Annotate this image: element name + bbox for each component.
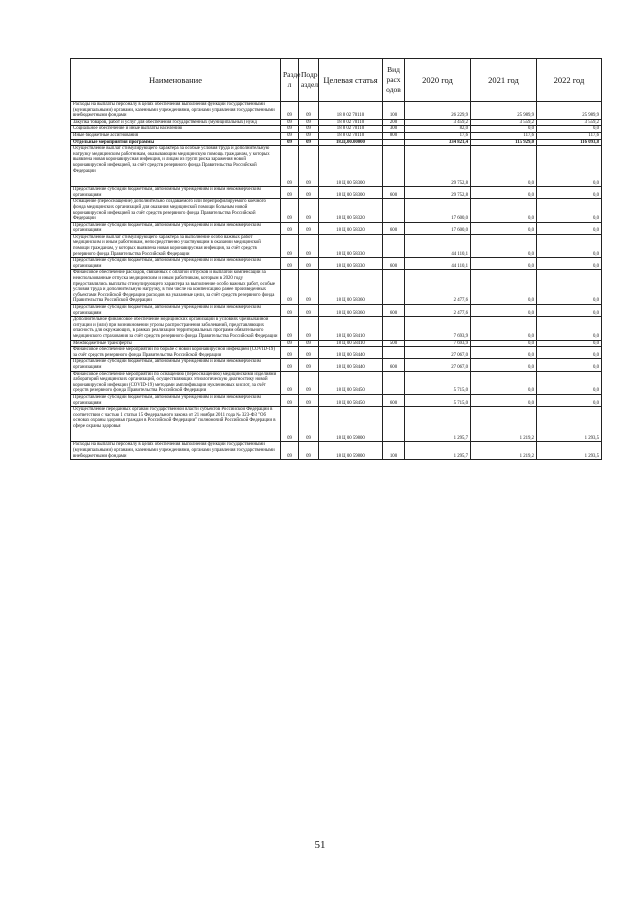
- row-value-2020: 17 600,0: [405, 222, 471, 234]
- header-2020: 2020 год: [405, 59, 471, 102]
- row-subsection: 09: [299, 305, 319, 317]
- row-value-2020: 82,0: [405, 126, 471, 133]
- row-expense-type: [383, 199, 405, 222]
- row-name: Осуществление выплат стимулирующего характера за выполнение особо важных работ медицинским и иным работникам, непосредственно участвующим в оказании медицинской помощи гражданам, у которых выявлена новая коронавирусная инфекция, за счёт средств резервного фонда Правительства Российской Федерации: [71, 234, 281, 257]
- row-value-2021: 0,0: [471, 359, 537, 371]
- row-value-2021: 3 559,2: [471, 119, 537, 126]
- table-row: [71, 347, 602, 359]
- row-subsection: 09: [299, 340, 319, 347]
- row-name: Финансовое обеспечение расходов, связанных с оплатой отпусков и выплатой компенсации за неиспользованные отпуска медицинским и иным работникам, которым в 2020 году предоставлялись выплаты стимулирующего характера за выполнение особо важных работ, особые условия труда и дополнительную нагрузку, в том числе на компенсацию ранее произведенных субъектами Российской Федерации расходов на указанные цели, за счёт средств резервного фонда Правительства Российской Федерации: [71, 270, 281, 305]
- header-subsection: Подр аздел: [299, 59, 319, 102]
- table-row: [71, 222, 602, 234]
- row-name: Осуществление переданных органам государственной власти субъектов Российской Федерации в соответствии с частью 1 статьи 15 Федерального закона от 21 ноября 2011 года № 323-ФЗ "Об основах охраны здоровья граждан в Российской Федерации" полномочий Российской Федерации в сфере охраны здоровья: [71, 407, 281, 442]
- row-target-article: 18 Ц 00 58410: [319, 340, 383, 347]
- row-value-2020: 27 067,0: [405, 347, 471, 359]
- row-section: 09: [281, 340, 299, 347]
- row-name: Отдельные мероприятия программы: [71, 139, 281, 146]
- row-value-2021: 0,0: [471, 146, 537, 187]
- row-section: 09: [281, 270, 299, 305]
- row-target-article: 18 Ц 00 58440: [319, 359, 383, 371]
- row-target-article: 18 8 02 70110: [319, 126, 383, 133]
- row-section: 09: [281, 371, 299, 394]
- row-section: 09: [281, 199, 299, 222]
- row-subsection: 09: [299, 199, 319, 222]
- row-value-2021: 0,0: [471, 305, 537, 317]
- row-expense-type: 200: [383, 119, 405, 126]
- row-target-article: 18 Ц 00 58450: [319, 394, 383, 406]
- row-value-2022: 0,0: [537, 199, 602, 222]
- row-name: Закупка товаров, работ и услуг для обеспечения государственных (муниципальных) нужд: [71, 119, 281, 126]
- row-section: 09: [281, 258, 299, 270]
- row-value-2022: 0,0: [537, 234, 602, 257]
- row-value-2021: 115 929,0: [471, 139, 537, 146]
- table-row: [71, 359, 602, 371]
- row-subsection: 09: [299, 119, 319, 126]
- row-section: 09: [281, 132, 299, 139]
- row-value-2021: 0,0: [471, 126, 537, 133]
- table-body: [71, 102, 602, 460]
- row-expense-type: [383, 347, 405, 359]
- row-name: Предоставление субсидий бюджетным, автономным учреждениям и иным некоммерческим организациям: [71, 394, 281, 406]
- row-section: 09: [281, 222, 299, 234]
- row-value-2022: 0,0: [537, 317, 602, 340]
- header-target-article: Целевая статья: [319, 59, 383, 102]
- row-value-2022: 0,0: [537, 146, 602, 187]
- table-row: [71, 139, 602, 146]
- row-subsection: 09: [299, 126, 319, 133]
- row-name: Расходы на выплаты персоналу в целях обеспечения выполнения функций государственными (муниципальными) органами, казенными учреждениями, органами управления государственными внебюджетными фондами: [71, 102, 281, 120]
- row-name: Финансовое обеспечение мероприятий по борьбе с новой коронавирусной инфекцией (COVID-19) за счёт средств резервного фонда Правительства Российской Федерации: [71, 347, 281, 359]
- row-name: Дополнительное финансовое обеспечение медицинских организаций в условиях чрезвычайной ситуации и (или) при возникновении угрозы распространения заболеваний, представляющих опасность для окружающих, в рамках реализации территориальных программ обязательного медицинского страхования за счёт средств резервного фонда Правительства Российской Федерации: [71, 317, 281, 340]
- row-target-article: 18 Ц 00 58360: [319, 270, 383, 305]
- row-name: Оснащение (переоснащение) дополнительно создаваемого или перепрофилируемого коечного фонда медицинских организаций для оказания медицинской помощи больным новой коронавирусной инфекцией за счёт средств резервного фонда Правительства Российской Федерации: [71, 199, 281, 222]
- row-target-article: 18 Ц 00 58440: [319, 347, 383, 359]
- row-value-2020: 26 229,9: [405, 102, 471, 120]
- row-value-2021: 1 219,2: [471, 442, 537, 460]
- row-section: 09: [281, 126, 299, 133]
- row-target-article: 18 Ц 00 58450: [319, 371, 383, 394]
- row-value-2020: 7 693,9: [405, 340, 471, 347]
- table-row: [71, 119, 602, 126]
- row-name: Социальное обеспечение и иные выплаты населению: [71, 126, 281, 133]
- row-value-2021: 1 219,2: [471, 407, 537, 442]
- row-expense-type: [383, 146, 405, 187]
- row-expense-type: 600: [383, 222, 405, 234]
- row-name: Предоставление субсидий бюджетным, автономным учреждениям и иным некоммерческим организациям: [71, 187, 281, 199]
- row-expense-type: 600: [383, 394, 405, 406]
- row-value-2020: 7 693,9: [405, 317, 471, 340]
- row-value-2022: 0,0: [537, 187, 602, 199]
- row-expense-type: [383, 270, 405, 305]
- row-value-2022: 0,0: [537, 126, 602, 133]
- row-value-2021: 0,0: [471, 394, 537, 406]
- row-value-2022: 0,0: [537, 371, 602, 394]
- table-row: [71, 270, 602, 305]
- row-subsection: 09: [299, 132, 319, 139]
- table-header-row: [71, 59, 602, 102]
- row-target-article: 18 8 02 70110: [319, 132, 383, 139]
- row-section: 09: [281, 442, 299, 460]
- table-row: [71, 258, 602, 270]
- header-section: Разде л: [281, 59, 299, 102]
- header-2022: 2022 год: [537, 59, 602, 102]
- row-value-2021: 0,0: [471, 187, 537, 199]
- row-value-2020: 44 110,1: [405, 258, 471, 270]
- row-value-2021: 0,0: [471, 270, 537, 305]
- row-target-article: 18 Ц 00 58330: [319, 258, 383, 270]
- row-expense-type: [383, 371, 405, 394]
- header-expense-type: Вид расх одов: [383, 59, 405, 102]
- row-value-2020: 3 459,2: [405, 119, 471, 126]
- row-value-2020: 17 600,0: [405, 199, 471, 222]
- row-value-2020: 334 821,4: [405, 139, 471, 146]
- row-value-2022: 0,0: [537, 359, 602, 371]
- row-value-2020: 29 752,8: [405, 187, 471, 199]
- row-value-2020: 17,6: [405, 132, 471, 139]
- row-expense-type: 100: [383, 102, 405, 120]
- row-subsection: 09: [299, 187, 319, 199]
- row-name: Иные бюджетные ассигнования: [71, 132, 281, 139]
- row-value-2020: 2 477,6: [405, 270, 471, 305]
- row-value-2021: 0,0: [471, 199, 537, 222]
- table-row: [71, 199, 602, 222]
- row-value-2021: 0,0: [471, 371, 537, 394]
- row-value-2020: 27 067,0: [405, 359, 471, 371]
- row-value-2022: 0,0: [537, 394, 602, 406]
- row-value-2021: 0,0: [471, 234, 537, 257]
- table-row: [71, 187, 602, 199]
- row-target-article: 18.Ц.00.00000: [319, 139, 383, 146]
- page-number: 51: [314, 839, 326, 851]
- row-subsection: 09: [299, 234, 319, 257]
- row-value-2022: 0,0: [537, 340, 602, 347]
- row-subsection: 09: [299, 139, 319, 146]
- row-section: 09: [281, 119, 299, 126]
- row-target-article: 18 Ц 00 58300: [319, 187, 383, 199]
- row-name: Предоставление субсидий бюджетным, автономным учреждениям и иным некоммерческим организациям: [71, 258, 281, 270]
- row-subsection: 09: [299, 317, 319, 340]
- row-value-2020: 29 752,8: [405, 146, 471, 187]
- row-value-2022: 3 559,2: [537, 119, 602, 126]
- row-subsection: 09: [299, 102, 319, 120]
- row-subsection: 09: [299, 270, 319, 305]
- table-row: [71, 234, 602, 257]
- row-target-article: 18 Ц 00 59800: [319, 407, 383, 442]
- table-row: [71, 305, 602, 317]
- row-section: 09: [281, 317, 299, 340]
- budget-table: [70, 58, 602, 460]
- table-row: [71, 132, 602, 139]
- row-section: 09: [281, 347, 299, 359]
- row-value-2020: 5 715,0: [405, 394, 471, 406]
- row-section: 09: [281, 187, 299, 199]
- table-row: [71, 146, 602, 187]
- row-target-article: 18 Ц 00 58330: [319, 234, 383, 257]
- row-section: 09: [281, 359, 299, 371]
- row-expense-type: 300: [383, 126, 405, 133]
- row-target-article: 18 8 02 70110: [319, 102, 383, 120]
- row-expense-type: 600: [383, 258, 405, 270]
- table-row: [71, 340, 602, 347]
- table-row: [71, 317, 602, 340]
- row-value-2022: 1 293,5: [537, 407, 602, 442]
- row-value-2022: 0,0: [537, 347, 602, 359]
- budget-table-container: [70, 58, 601, 460]
- row-expense-type: [383, 139, 405, 146]
- row-value-2020: 44 110,1: [405, 234, 471, 257]
- row-value-2021: 25 989,9: [471, 102, 537, 120]
- row-expense-type: [383, 317, 405, 340]
- row-value-2021: 0,0: [471, 258, 537, 270]
- table-row: [71, 394, 602, 406]
- row-subsection: 09: [299, 347, 319, 359]
- row-name: Предоставление субсидий бюджетным, автономным учреждениям и иным некоммерческим организациям: [71, 222, 281, 234]
- row-value-2020: 1 295,7: [405, 442, 471, 460]
- row-target-article: 18 8 02 70110: [319, 119, 383, 126]
- row-subsection: 09: [299, 222, 319, 234]
- row-expense-type: 600: [383, 187, 405, 199]
- row-subsection: 09: [299, 359, 319, 371]
- row-name: Финансовое обеспечение мероприятий по оснащению (переоснащению) медицинскими изделиями лабораторий медицинских организаций, осуществляющих этиологическую диагностику новой коронавирусной инфекции (COVID-19) методами амплификации нуклеиновых кислот, за счёт средств резервного фонда Правительства Российской Федерации: [71, 371, 281, 394]
- row-value-2022: 0,0: [537, 305, 602, 317]
- row-value-2020: 2 477,6: [405, 305, 471, 317]
- table-row: [71, 407, 602, 442]
- row-value-2021: 0,0: [471, 317, 537, 340]
- row-name: Осуществление выплат стимулирующего характера за особые условия труда и дополнительную нагрузку медицинским работникам, оказывающим медицинскую помощь гражданам, у которых выявлена новая коронавирусная инфекция, и лицам из групп риска заражения новой коронавирусной инфекцией, за счёт средств резервного фонда Правительства Российской Федерации: [71, 146, 281, 187]
- row-section: 09: [281, 146, 299, 187]
- row-expense-type: 100: [383, 442, 405, 460]
- row-target-article: 18 Ц 00 58320: [319, 222, 383, 234]
- row-section: 09: [281, 102, 299, 120]
- header-2021: 2021 год: [471, 59, 537, 102]
- row-subsection: 09: [299, 371, 319, 394]
- row-section: 09: [281, 139, 299, 146]
- row-value-2022: 117,6: [537, 132, 602, 139]
- row-value-2022: 0,0: [537, 222, 602, 234]
- row-expense-type: 600: [383, 359, 405, 371]
- row-section: 09: [281, 407, 299, 442]
- row-subsection: 09: [299, 146, 319, 187]
- row-section: 09: [281, 234, 299, 257]
- row-value-2021: 117,6: [471, 132, 537, 139]
- row-name: Предоставление субсидий бюджетным, автономным учреждениям и иным некоммерческим организациям: [71, 359, 281, 371]
- row-value-2021: 0,0: [471, 222, 537, 234]
- row-value-2021: 0,0: [471, 340, 537, 347]
- row-section: 09: [281, 394, 299, 406]
- row-value-2022: 0,0: [537, 258, 602, 270]
- table-row: [71, 442, 602, 460]
- row-name: Предоставление субсидий бюджетным, автономным учреждениям и иным некоммерческим организациям: [71, 305, 281, 317]
- row-value-2020: 1 295,7: [405, 407, 471, 442]
- row-value-2022: 116 093,8: [537, 139, 602, 146]
- row-value-2022: 25 989,9: [537, 102, 602, 120]
- row-value-2020: 5 715,0: [405, 371, 471, 394]
- row-name: Расходы на выплаты персоналу в целях обеспечения выполнения функций государственными (муниципальными) органами, казенными учреждениями, органами управления государственными внебюджетными фондами: [71, 442, 281, 460]
- row-name: Межбюджетные трансферты: [71, 340, 281, 347]
- row-subsection: 09: [299, 407, 319, 442]
- row-expense-type: [383, 407, 405, 442]
- row-value-2022: 1 293,5: [537, 442, 602, 460]
- row-section: 09: [281, 305, 299, 317]
- row-target-article: 18 Ц 00 58410: [319, 317, 383, 340]
- row-target-article: 18 Ц 00 58320: [319, 199, 383, 222]
- table-row: [71, 102, 602, 120]
- table-row: [71, 371, 602, 394]
- row-target-article: 18 Ц 00 58300: [319, 146, 383, 187]
- row-expense-type: 800: [383, 132, 405, 139]
- row-expense-type: 500: [383, 340, 405, 347]
- header-name: Наименование: [71, 59, 281, 102]
- row-expense-type: [383, 234, 405, 257]
- row-subsection: 09: [299, 442, 319, 460]
- row-value-2021: 0,0: [471, 347, 537, 359]
- row-subsection: 09: [299, 258, 319, 270]
- row-value-2022: 0,0: [537, 270, 602, 305]
- row-subsection: 09: [299, 394, 319, 406]
- row-target-article: 18 Ц 00 59800: [319, 442, 383, 460]
- row-target-article: 18 Ц 00 58360: [319, 305, 383, 317]
- table-row: [71, 126, 602, 133]
- row-expense-type: 600: [383, 305, 405, 317]
